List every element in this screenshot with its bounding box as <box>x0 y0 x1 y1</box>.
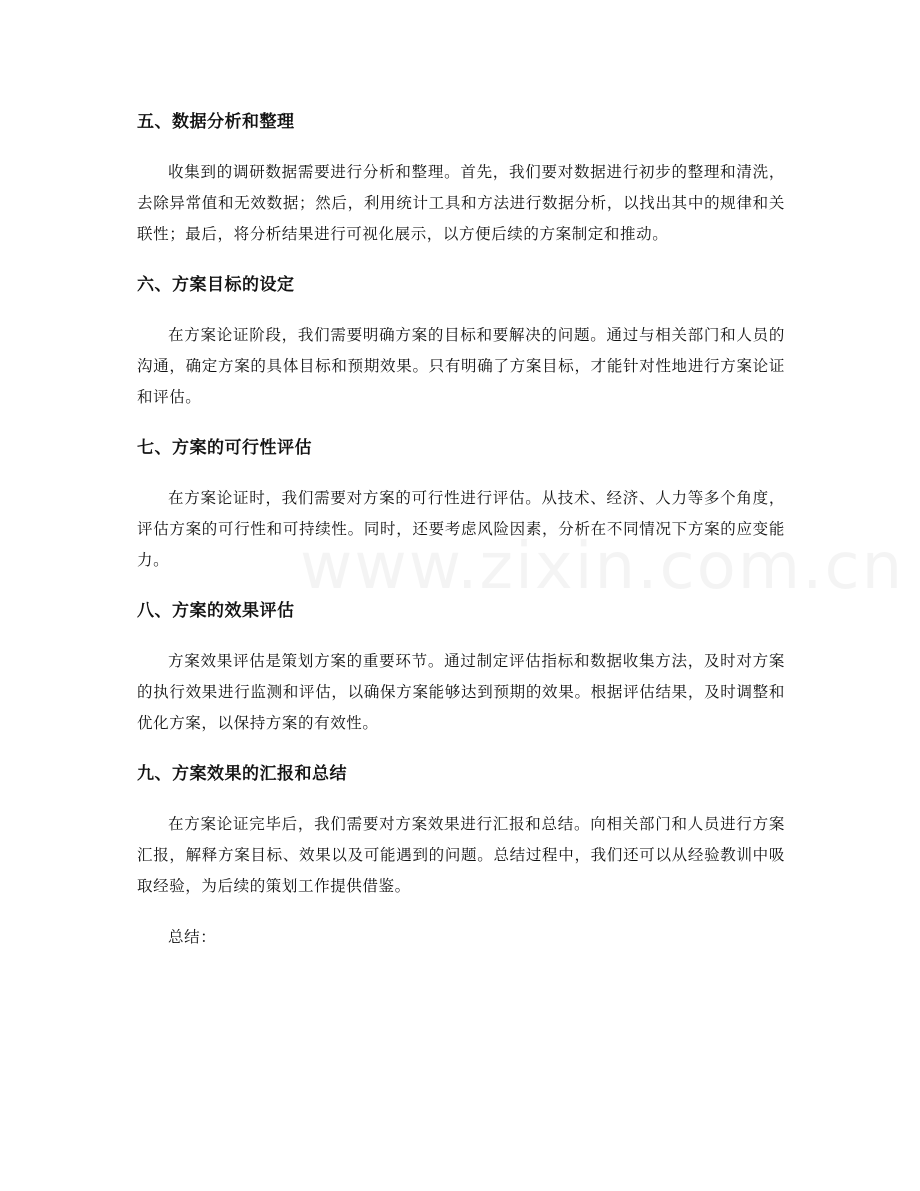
summary-label: 总结： <box>168 928 217 946</box>
section-7 <box>137 433 785 576</box>
section-paragraph: 方案效果评估是策划方案的重要环节。通过制定评估指标和数据收集方法，及时对方案的执行效果进行监测和评估，以确保方案能够达到预期的效果。根据评估结果，及时调整和优化方案，以保持方案的有效性。 <box>137 652 785 732</box>
section-paragraph: 在方案论证时，我们需要对方案的可行性进行评估。从技术、经济、人力等多个角度，评估方案的可行性和可持续性。同时，还要考虑风险因素，分析在不同情况下方案的应变能力。 <box>137 489 785 569</box>
section-paragraph: 在方案论证阶段，我们需要明确方案的目标和要解决的问题。通过与相关部门和人员的沟通，确定方案的具体目标和预期效果。只有明确了方案目标，才能针对性地进行方案论证和评估。 <box>137 326 785 406</box>
section-paragraph: 收集到的调研数据需要进行分析和整理。首先，我们要对数据进行初步的整理和清洗，去除异常值和无效数据；然后，利用统计工具和方法进行数据分析，以找出其中的规律和关联性；最后，将分析结果进行可视化展示，以方便后续的方案制定和推动。 <box>137 163 785 243</box>
section-heading: 六、方案目标的设定 <box>137 275 295 295</box>
section-paragraph: 在方案论证完毕后，我们需要对方案效果进行汇报和总结。向相关部门和人员进行方案汇报，解释方案目标、效果以及可能遇到的问题。总结过程中，我们还可以从经验教训中吸取经验，为后续的策划工作提供借鉴。 <box>137 815 785 895</box>
document-content <box>137 107 785 953</box>
section-heading: 八、方案的效果评估 <box>137 601 295 621</box>
section-heading: 五、数据分析和整理 <box>137 112 295 132</box>
section-5 <box>137 107 785 250</box>
section-8 <box>137 596 785 739</box>
section-heading: 七、方案的可行性评估 <box>137 438 312 458</box>
section-9 <box>137 759 785 902</box>
section-heading: 九、方案效果的汇报和总结 <box>137 764 347 784</box>
section-6 <box>137 270 785 413</box>
